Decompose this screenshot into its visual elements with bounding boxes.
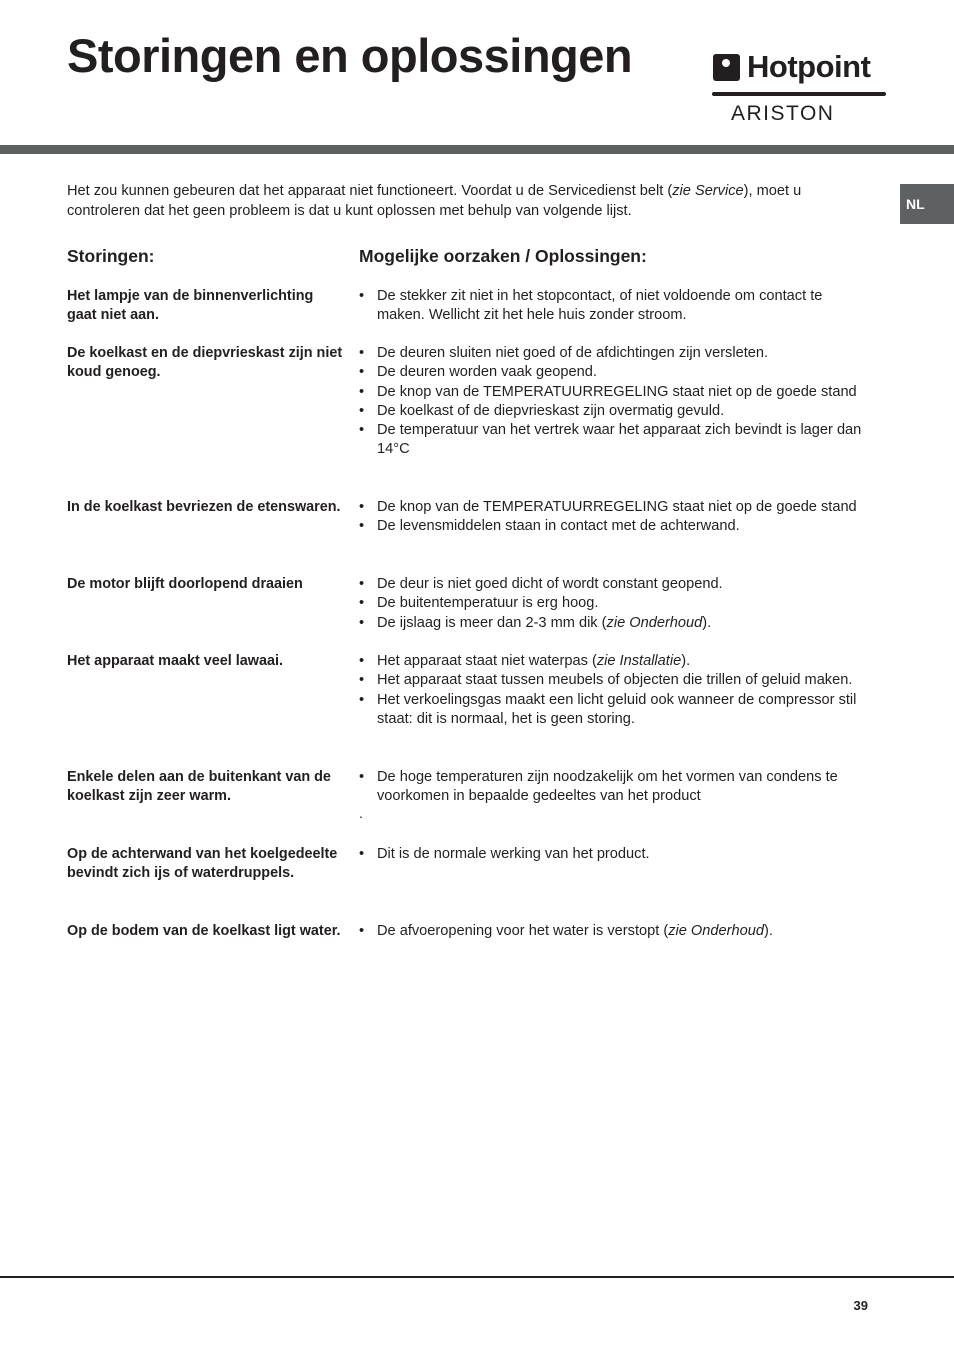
solution-item: • Het apparaat staat tussen meubels of objecten die trillen of geluid maken. (359, 671, 864, 690)
solution-item: • Het verkoelingsgas maakt een licht geluid ook wanneer de compressor stil staat: dit is normaal, het is geen storing. (359, 691, 864, 730)
logo-mark-icon (713, 54, 740, 81)
solution-item (359, 922, 864, 941)
solution-item: • Dit is de normale werking van het product. (359, 845, 864, 864)
page-title: Storingen en oplossingen (67, 29, 633, 82)
intro-reference: zie Service (672, 183, 744, 199)
solution-item: • De deuren sluiten niet goed of de afdichtingen zijn versleten. (359, 344, 864, 363)
stray-mark: . (359, 805, 363, 821)
solution-item (359, 614, 864, 633)
solution-list (359, 498, 864, 537)
solution-list (359, 922, 864, 941)
solution-text: Het apparaat staat niet waterpas ( (377, 653, 597, 669)
column-heading-solutions: Mogelijke oorzaken / Oplossingen: (359, 246, 647, 266)
solution-item: • De buitentemperatuur is erg hoog. (359, 594, 864, 613)
solution-reference: zie Onderhoud (668, 923, 764, 939)
solution-item: • De deuren worden vaak geopend. (359, 363, 864, 382)
header-divider-bar (0, 145, 954, 154)
solution-list (359, 652, 864, 729)
solution-text: De afvoeropening voor het water is verstopt ( (377, 923, 669, 939)
solution-item: • De levensmiddelen staan in contact met de achterwand. (359, 517, 864, 536)
solution-item: • De stekker zit niet in het stopcontact, of niet voldoende om contact te maken. Wellicht zit het hele huis zonder stroom. (359, 287, 864, 326)
solution-item (359, 652, 864, 671)
solution-text: De ijslaag is meer dan 2-3 mm dik ( (377, 614, 607, 631)
solution-item: • De knop van de TEMPERATUURREGELING staat niet op de goede stand (359, 498, 864, 517)
solution-text-after: ). (763, 923, 773, 939)
fault-description: De koelkast en de diepvrieskast zijn niet koud genoeg. (67, 345, 343, 381)
solution-item: • De koelkast of de diepvrieskast zijn overmatig gevuld. (359, 402, 864, 421)
solution-item: • De deur is niet goed dicht of wordt constant geopend. (359, 575, 864, 594)
logo-brand: Hotpoint (747, 49, 871, 84)
column-heading-faults: Storingen: (67, 246, 155, 266)
footer-divider (0, 1276, 954, 1278)
solution-text-after: ). (702, 614, 712, 631)
intro-text-before: Het zou kunnen gebeuren dat het apparaat niet functioneert. Voordat u de Servicedienst belt ( (67, 183, 673, 199)
fault-description: De motor blijft doorlopend draaien (67, 576, 303, 592)
solution-reference: zie Installatie (596, 653, 682, 669)
fault-description: Op de bodem van de koelkast ligt water. (67, 923, 341, 939)
fault-description: Het apparaat maakt veel lawaai. (67, 653, 283, 669)
solution-item: • De hoge temperaturen zijn noodzakelijk om het vormen van condens te voorkomen in bepaalde gedeeltes van het product (359, 768, 864, 807)
logo-rule (712, 92, 886, 96)
fault-description: In de koelkast bevriezen de etenswaren. (67, 499, 341, 515)
fault-description: Het lampje van de binnenverlichting gaat niet aan. (67, 288, 314, 324)
page-number: 39 (853, 1298, 868, 1313)
intro-paragraph (67, 181, 867, 221)
intro-text-after: ), moet u controleren dat het geen probleem is dat u kunt oplossen met behulp van volgende lijst. (67, 183, 802, 219)
solution-list (359, 575, 864, 633)
solution-item: • De temperatuur van het vertrek waar het apparaat zich bevindt is lager dan 14°C (359, 421, 864, 460)
hotpoint-ariston-logo (712, 50, 887, 126)
solution-list (359, 287, 864, 326)
solution-list (359, 845, 864, 864)
fault-description: Enkele delen aan de buitenkant van de koelkast zijn zeer warm. (67, 769, 331, 805)
solution-text-after: ). (681, 653, 691, 669)
fault-description: Op de achterwand van het koelgedeelte bevindt zich ijs of waterdruppels. (67, 846, 338, 882)
solution-reference: zie Onderhoud (606, 614, 703, 631)
solution-item: • De knop van de TEMPERATUURREGELING staat niet op de goede stand (359, 383, 864, 402)
language-tab: NL (900, 184, 954, 224)
solution-list (359, 344, 864, 460)
logo-sub: ARISTON (731, 102, 835, 125)
solution-list (359, 768, 864, 807)
